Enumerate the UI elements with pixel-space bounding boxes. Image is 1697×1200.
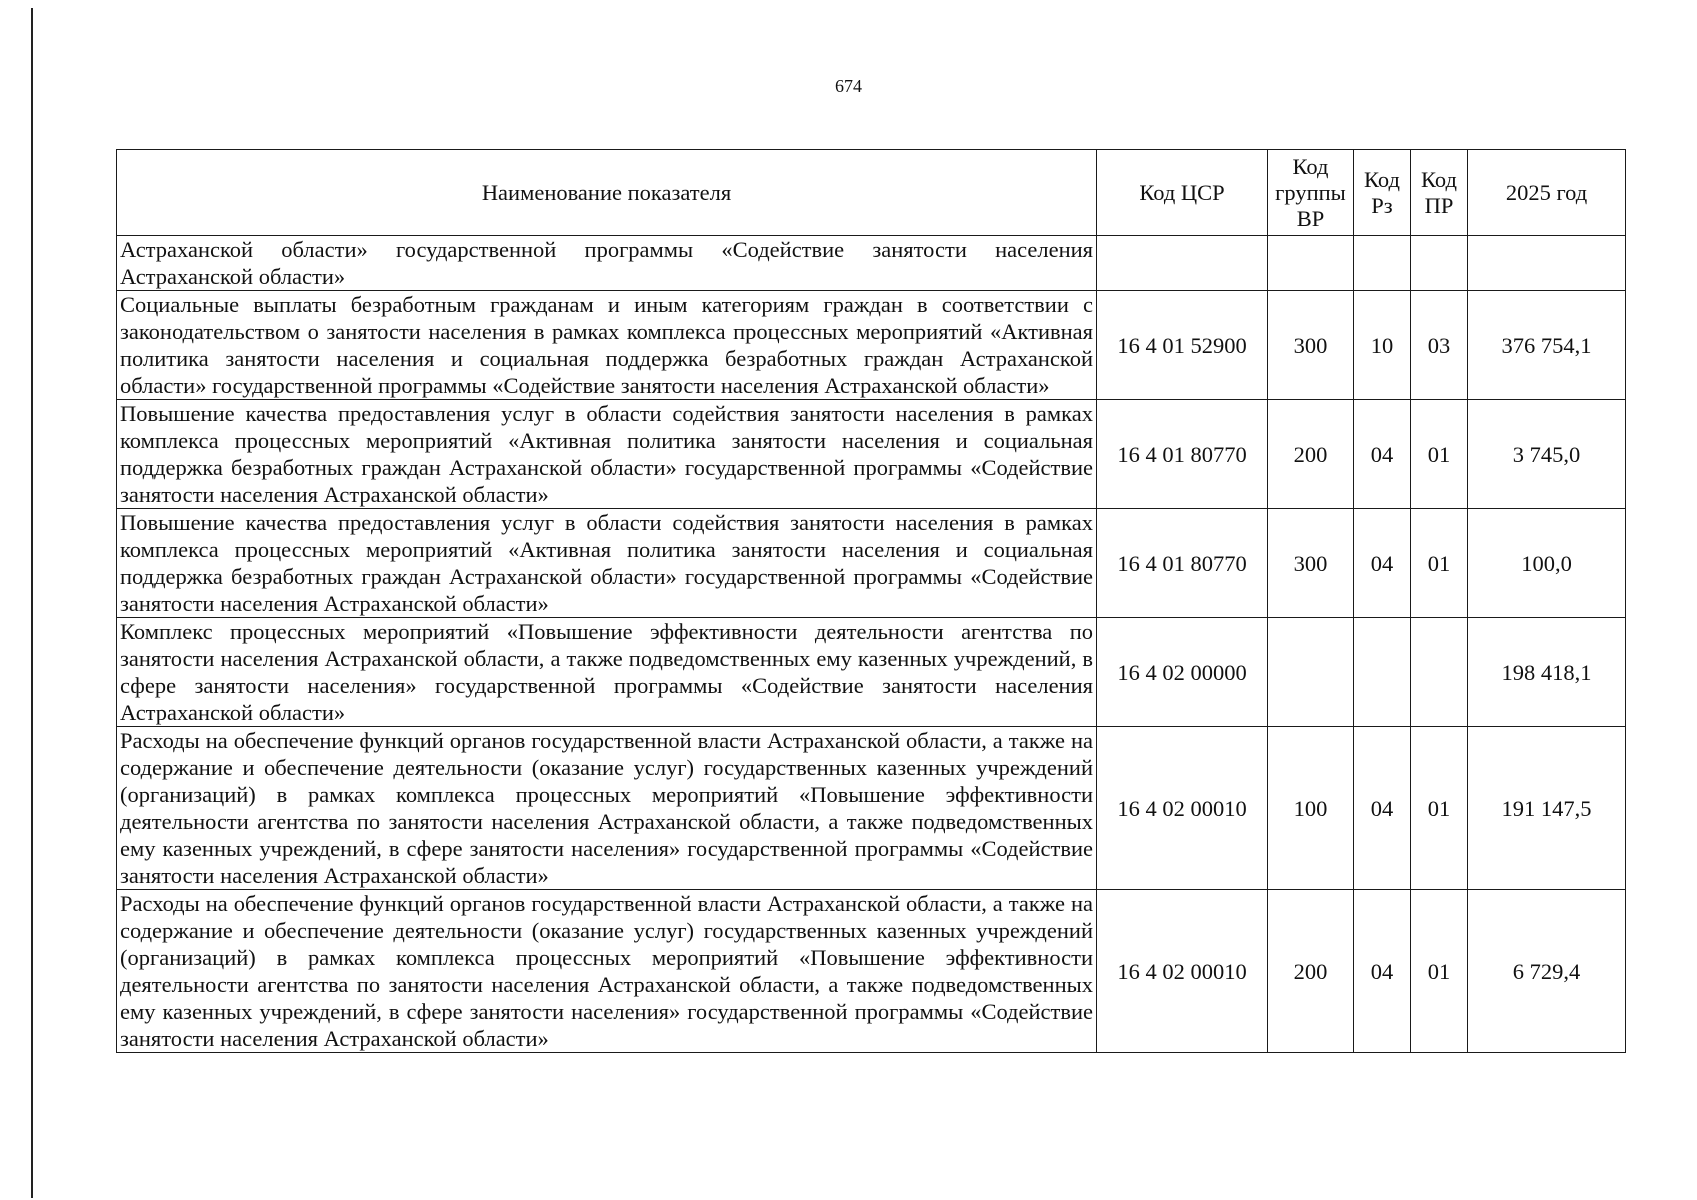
header-pr [1411,150,1468,236]
row-name: Расходы на обеспечение функций органов государственной власти Астраханской области, а также на содержание и обеспечение деятельности (оказание услуг) государственных казенных учреждений (организаций) в рамках комплекса процессных мероприятий «Повышение эффективности деятельности агентства по занятости населения Астраханской области, а также подведомственных ему казенных учреждений, в сфере занятости населения» государственной программы «Содействие занятости населения Астраханской области» [117,890,1097,1053]
row-rz [1354,236,1411,291]
row-pr [1411,618,1468,727]
page-number: 674 [835,76,862,96]
table-row [117,727,1626,890]
row-vr: 300 [1268,509,1354,618]
header-name: Наименование показателя [117,150,1097,236]
row-name: Повышение качества предоставления услуг в области содействия занятости населения в рамках комплекса процессных мероприятий «Активная политика занятости населения и социальная поддержка безработных граждан Астраханской области» государственной программы «Содействие занятости населения Астраханской области» [117,400,1097,509]
row-csr: 16 4 02 00000 [1097,618,1268,727]
row-name: Расходы на обеспечение функций органов государственной власти Астраханской области, а также на содержание и обеспечение деятельности (оказание услуг) государственных казенных учреждений (организаций) в рамках комплекса процессных мероприятий «Повышение эффективности деятельности агентства по занятости населения Астраханской области, а также подведомственных ему казенных учреждений, в сфере занятости населения» государственной программы «Содействие занятости населения Астраханской области» [117,727,1097,890]
row-name: Астраханской области» государственной программы «Содействие занятости населения Астраханской области» [117,236,1097,291]
header-vr-line1: Код [1292,153,1329,179]
row-csr: 16 4 01 52900 [1097,291,1268,400]
row-csr: 16 4 02 00010 [1097,727,1268,890]
table-row [117,509,1626,618]
header-vr-line3: ВР [1296,205,1325,231]
row-amount: 100,0 [1468,509,1626,618]
row-vr: 200 [1268,890,1354,1053]
header-year: 2025 год [1468,150,1626,236]
row-pr: 01 [1411,727,1468,890]
row-amount [1468,236,1626,291]
row-csr: 16 4 02 00010 [1097,890,1268,1053]
header-vr-line2: группы [1275,179,1346,205]
header-pr-line1: Код [1421,166,1457,192]
row-csr: 16 4 01 80770 [1097,400,1268,509]
row-pr [1411,236,1468,291]
row-vr: 300 [1268,291,1354,400]
row-amount: 6 729,4 [1468,890,1626,1053]
header-rz-line2: Рз [1371,192,1393,218]
row-vr [1268,236,1354,291]
table-row [117,400,1626,509]
header-rz-line1: Код [1364,166,1400,192]
table-row [117,618,1626,727]
row-rz: 10 [1354,291,1411,400]
table-row [117,291,1626,400]
row-name: Повышение качества предоставления услуг в области содействия занятости населения в рамках комплекса процессных мероприятий «Активная политика занятости населения и социальная поддержка безработных граждан Астраханской области» государственной программы «Содействие занятости населения Астраханской области» [117,509,1097,618]
row-amount: 198 418,1 [1468,618,1626,727]
binding-margin-line [31,8,33,1198]
row-rz [1354,618,1411,727]
row-amount: 191 147,5 [1468,727,1626,890]
row-rz: 04 [1354,400,1411,509]
row-csr [1097,236,1268,291]
row-name: Социальные выплаты безработным гражданам и иным категориям граждан в соответствии с законодательством о занятости населения в рамках комплекса процессных мероприятий «Активная политика занятости населения и социальная поддержка безработных граждан Астраханской области» государственной программы «Содействие занятости населения Астраханской области» [117,291,1097,400]
table-row [117,236,1626,291]
header-rz [1354,150,1411,236]
row-pr: 01 [1411,890,1468,1053]
row-vr: 200 [1268,400,1354,509]
row-vr: 100 [1268,727,1354,890]
header-vr [1268,150,1354,236]
row-pr: 01 [1411,400,1468,509]
row-pr: 03 [1411,291,1468,400]
row-vr [1268,618,1354,727]
header-csr: Код ЦСР [1097,150,1268,236]
row-name: Комплекс процессных мероприятий «Повышение эффективности деятельности агентства по занятости населения Астраханской области, а также подведомственных ему казенных учреждений, в сфере занятости населения» государственной программы «Содействие занятости населения Астраханской области» [117,618,1097,727]
budget-table [116,149,1626,1053]
row-pr: 01 [1411,509,1468,618]
table-header-row [117,150,1626,236]
header-pr-line2: ПР [1424,192,1454,218]
row-rz: 04 [1354,509,1411,618]
row-amount: 3 745,0 [1468,400,1626,509]
row-rz: 04 [1354,890,1411,1053]
row-csr: 16 4 01 80770 [1097,509,1268,618]
row-rz: 04 [1354,727,1411,890]
row-amount: 376 754,1 [1468,291,1626,400]
table-row [117,890,1626,1053]
